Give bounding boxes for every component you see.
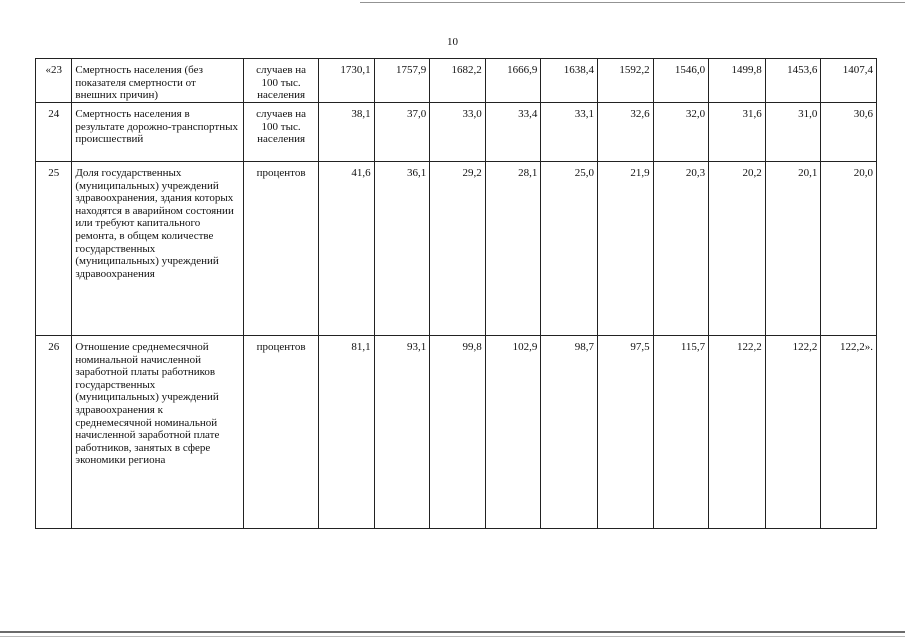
- value-cell: 20,0: [821, 162, 877, 336]
- value-cell: 25,0: [541, 162, 598, 336]
- value-cell: 122,2: [709, 336, 766, 529]
- value-cell: 81,1: [319, 336, 375, 529]
- value-cell: 20,3: [653, 162, 709, 336]
- row-number: 26: [36, 336, 72, 529]
- table-row: [36, 162, 877, 336]
- value-cell: 1546,0: [653, 59, 709, 103]
- value-cell: 28,1: [485, 162, 541, 336]
- unit-of-measure: случаев на 100 тыс. населения: [244, 103, 319, 162]
- value-cell: 1499,8: [709, 59, 766, 103]
- value-cell: 93,1: [374, 336, 430, 529]
- indicator-name: Смертность населения в результате дорожно-транспортных происшествий: [72, 103, 244, 162]
- value-cell: 1453,6: [765, 59, 821, 103]
- value-cell: 1730,1: [319, 59, 375, 103]
- value-cell: 20,1: [765, 162, 821, 336]
- value-cell: 31,6: [709, 103, 766, 162]
- value-cell: 1682,2: [430, 59, 486, 103]
- value-cell: 29,2: [430, 162, 486, 336]
- row-number: «23: [36, 59, 72, 103]
- indicators-table: [35, 58, 877, 529]
- indicator-name: Доля государственных (муниципальных) учреждений здравоохранения, здания которых находятся в аварийном состоянии или требуют капитального ремонта, в общем количестве государственных (муниципальных) учреждений здравоохранения: [72, 162, 244, 336]
- value-cell: 21,9: [597, 162, 653, 336]
- value-cell: 1757,9: [374, 59, 430, 103]
- indicator-name: Отношение среднемесячной номинальной начисленной заработной платы работников государственных (муниципальных) учреждений здравоохранения к среднемесячной номинальной начисленной заработной плате работников, занятых в сфере экономики региона: [72, 336, 244, 529]
- value-cell: 33,0: [430, 103, 486, 162]
- value-cell: 32,6: [597, 103, 653, 162]
- value-cell: 122,2: [765, 336, 821, 529]
- row-number: 24: [36, 103, 72, 162]
- value-cell: 33,4: [485, 103, 541, 162]
- value-cell: 32,0: [653, 103, 709, 162]
- value-cell: 1666,9: [485, 59, 541, 103]
- value-cell: 20,2: [709, 162, 766, 336]
- value-cell: 98,7: [541, 336, 598, 529]
- value-cell: 122,2».: [821, 336, 877, 529]
- page-number: 10: [447, 36, 458, 48]
- indicator-name: Смертность населения (без показателя смертности от внешних причин): [72, 59, 244, 103]
- value-cell: 36,1: [374, 162, 430, 336]
- unit-of-measure: случаев на 100 тыс. населения: [244, 59, 319, 103]
- value-cell: 1592,2: [597, 59, 653, 103]
- table-row: [36, 336, 877, 529]
- value-cell: 37,0: [374, 103, 430, 162]
- value-cell: 99,8: [430, 336, 486, 529]
- table-row: [36, 103, 877, 162]
- scan-edge-bottom: [0, 631, 905, 633]
- scan-edge-top: [360, 2, 905, 3]
- value-cell: 1638,4: [541, 59, 598, 103]
- value-cell: 30,6: [821, 103, 877, 162]
- value-cell: 33,1: [541, 103, 598, 162]
- value-cell: 115,7: [653, 336, 709, 529]
- row-number: 25: [36, 162, 72, 336]
- table-row: [36, 59, 877, 103]
- unit-of-measure: процентов: [244, 336, 319, 529]
- value-cell: 31,0: [765, 103, 821, 162]
- value-cell: 1407,4: [821, 59, 877, 103]
- value-cell: 97,5: [597, 336, 653, 529]
- value-cell: 102,9: [485, 336, 541, 529]
- unit-of-measure: процентов: [244, 162, 319, 336]
- value-cell: 41,6: [319, 162, 375, 336]
- value-cell: 38,1: [319, 103, 375, 162]
- scan-edge-bottom-faint: [0, 636, 905, 637]
